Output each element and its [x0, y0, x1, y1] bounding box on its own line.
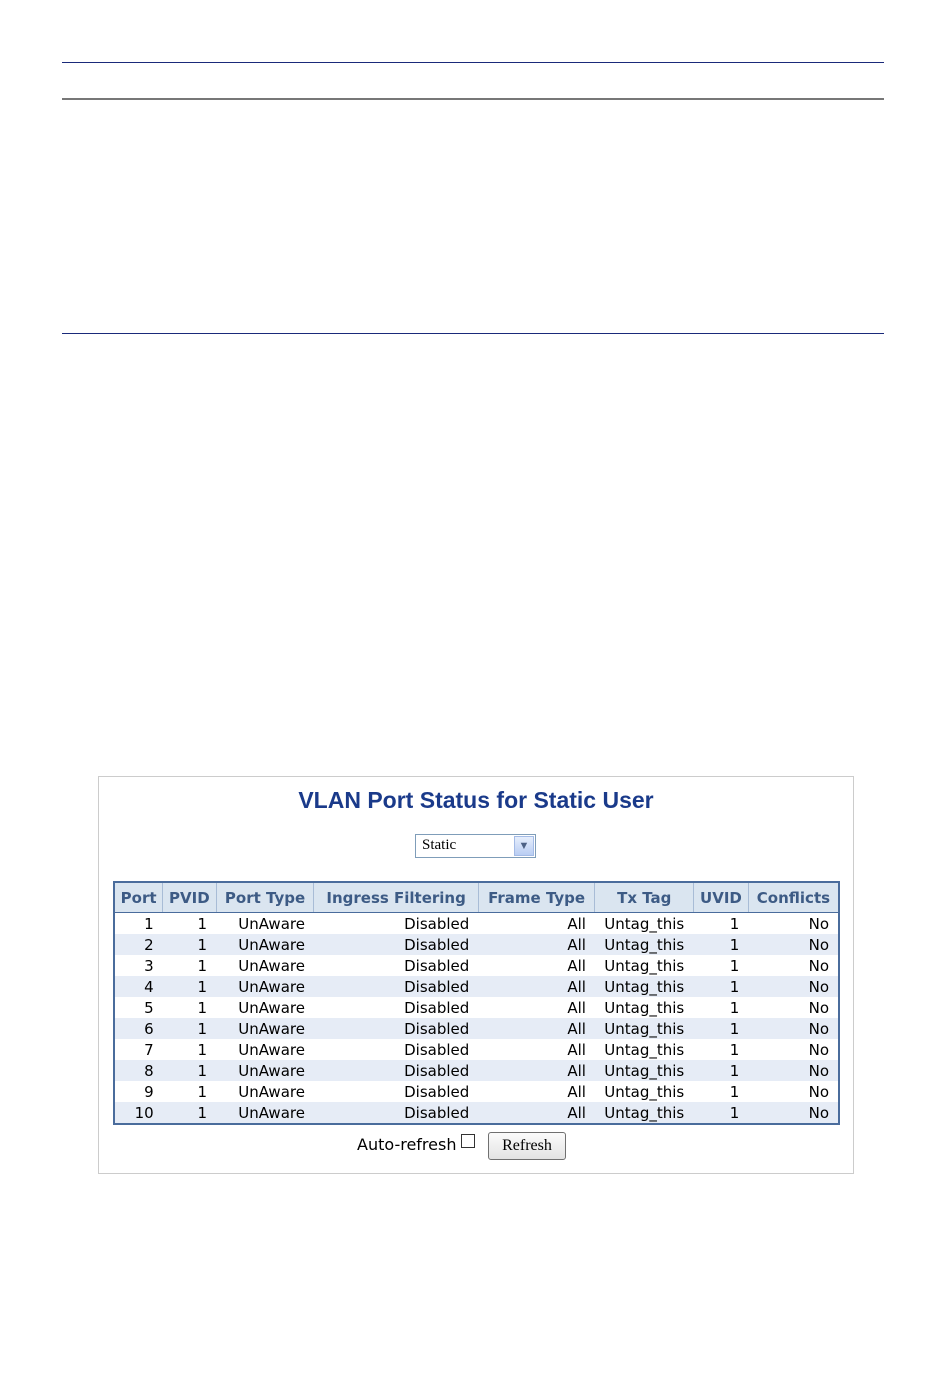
vlan-port-status-panel	[98, 776, 854, 1174]
cell-uvid: 1	[694, 1060, 749, 1081]
col-pvid-header: PVID	[163, 882, 216, 913]
cell-conflicts: No	[748, 1039, 839, 1060]
cell-frame-type: All	[478, 955, 595, 976]
header-rule-top	[62, 62, 884, 63]
cell-conflicts: No	[748, 913, 839, 935]
cell-port-type: UnAware	[216, 1102, 314, 1124]
cell-pvid: 1	[163, 997, 216, 1018]
cell-port: 3	[114, 955, 163, 976]
cell-uvid: 1	[694, 1102, 749, 1124]
vlan-port-status-table	[113, 881, 840, 1125]
cell-port-type: UnAware	[216, 955, 314, 976]
cell-port: 7	[114, 1039, 163, 1060]
table-row	[114, 1102, 839, 1124]
cell-tx-tag: Untag_this	[595, 1018, 694, 1039]
cell-tx-tag: Untag_this	[595, 1060, 694, 1081]
cell-frame-type: All	[478, 976, 595, 997]
table-row	[114, 955, 839, 976]
cell-port-type: UnAware	[216, 913, 314, 935]
cell-tx-tag: Untag_this	[595, 955, 694, 976]
refresh-button[interactable]: Refresh	[488, 1132, 566, 1160]
cell-ingress-filtering: Disabled	[314, 976, 478, 997]
cell-port-type: UnAware	[216, 976, 314, 997]
cell-uvid: 1	[694, 934, 749, 955]
cell-port-type: UnAware	[216, 997, 314, 1018]
cell-pvid: 1	[163, 1102, 216, 1124]
cell-frame-type: All	[478, 913, 595, 935]
col-port-type-header: Port Type	[216, 882, 314, 913]
cell-conflicts: No	[748, 934, 839, 955]
cell-port-type: UnAware	[216, 934, 314, 955]
col-frame-type-header: Frame Type	[478, 882, 595, 913]
table-row	[114, 1060, 839, 1081]
cell-ingress-filtering: Disabled	[314, 1102, 478, 1124]
cell-pvid: 1	[163, 1060, 216, 1081]
chevron-down-icon[interactable]: ▼	[514, 836, 534, 856]
cell-port: 8	[114, 1060, 163, 1081]
cell-frame-type: All	[478, 997, 595, 1018]
user-select-value: Static	[422, 837, 457, 853]
cell-conflicts: No	[748, 1102, 839, 1124]
col-conflicts-header: Conflicts	[748, 882, 839, 913]
col-port-header: Port	[114, 882, 163, 913]
cell-tx-tag: Untag_this	[595, 913, 694, 935]
cell-port-type: UnAware	[216, 1081, 314, 1102]
cell-ingress-filtering: Disabled	[314, 1060, 478, 1081]
cell-uvid: 1	[694, 976, 749, 997]
cell-uvid: 1	[694, 1081, 749, 1102]
cell-pvid: 1	[163, 1018, 216, 1039]
cell-pvid: 1	[163, 1081, 216, 1102]
cell-conflicts: No	[748, 955, 839, 976]
cell-conflicts: No	[748, 1018, 839, 1039]
cell-conflicts: No	[748, 1060, 839, 1081]
cell-pvid: 1	[163, 955, 216, 976]
table-row	[114, 1018, 839, 1039]
user-select[interactable]	[415, 834, 536, 858]
cell-port: 10	[114, 1102, 163, 1124]
cell-tx-tag: Untag_this	[595, 1102, 694, 1124]
auto-refresh-checkbox[interactable]	[461, 1134, 475, 1148]
col-uvid-header: UVID	[694, 882, 749, 913]
cell-ingress-filtering: Disabled	[314, 934, 478, 955]
cell-ingress-filtering: Disabled	[314, 955, 478, 976]
cell-frame-type: All	[478, 1102, 595, 1124]
cell-port-type: UnAware	[216, 1039, 314, 1060]
cell-uvid: 1	[694, 955, 749, 976]
cell-pvid: 1	[163, 934, 216, 955]
cell-tx-tag: Untag_this	[595, 976, 694, 997]
cell-pvid: 1	[163, 1039, 216, 1060]
table-row	[114, 997, 839, 1018]
col-ingress-filtering-header: Ingress Filtering	[314, 882, 478, 913]
cell-tx-tag: Untag_this	[595, 1039, 694, 1060]
cell-frame-type: All	[478, 1018, 595, 1039]
cell-ingress-filtering: Disabled	[314, 1081, 478, 1102]
cell-port: 9	[114, 1081, 163, 1102]
cell-tx-tag: Untag_this	[595, 997, 694, 1018]
section-rule	[62, 333, 884, 334]
cell-uvid: 1	[694, 913, 749, 935]
cell-conflicts: No	[748, 1081, 839, 1102]
cell-port: 4	[114, 976, 163, 997]
col-tx-tag-header: Tx Tag	[595, 882, 694, 913]
cell-port: 2	[114, 934, 163, 955]
auto-refresh-label: Auto-refresh	[357, 1135, 457, 1154]
header-rule-bottom	[62, 98, 884, 100]
cell-conflicts: No	[748, 997, 839, 1018]
table-row	[114, 1081, 839, 1102]
table-row	[114, 934, 839, 955]
cell-ingress-filtering: Disabled	[314, 1018, 478, 1039]
table-row	[114, 976, 839, 997]
cell-tx-tag: Untag_this	[595, 934, 694, 955]
table-row	[114, 1039, 839, 1060]
cell-port: 5	[114, 997, 163, 1018]
table-row	[114, 913, 839, 935]
cell-frame-type: All	[478, 1039, 595, 1060]
page-title: VLAN Port Status for Static User	[298, 787, 654, 813]
cell-port-type: UnAware	[216, 1060, 314, 1081]
cell-port-type: UnAware	[216, 1018, 314, 1039]
cell-frame-type: All	[478, 1060, 595, 1081]
cell-port: 6	[114, 1018, 163, 1039]
cell-pvid: 1	[163, 913, 216, 935]
cell-tx-tag: Untag_this	[595, 1081, 694, 1102]
cell-ingress-filtering: Disabled	[314, 1039, 478, 1060]
cell-uvid: 1	[694, 1039, 749, 1060]
cell-ingress-filtering: Disabled	[314, 913, 478, 935]
cell-frame-type: All	[478, 934, 595, 955]
table-body	[114, 913, 839, 1125]
cell-port: 1	[114, 913, 163, 935]
cell-uvid: 1	[694, 997, 749, 1018]
cell-ingress-filtering: Disabled	[314, 997, 478, 1018]
cell-pvid: 1	[163, 976, 216, 997]
table-header-row	[114, 882, 839, 913]
cell-uvid: 1	[694, 1018, 749, 1039]
cell-conflicts: No	[748, 976, 839, 997]
cell-frame-type: All	[478, 1081, 595, 1102]
